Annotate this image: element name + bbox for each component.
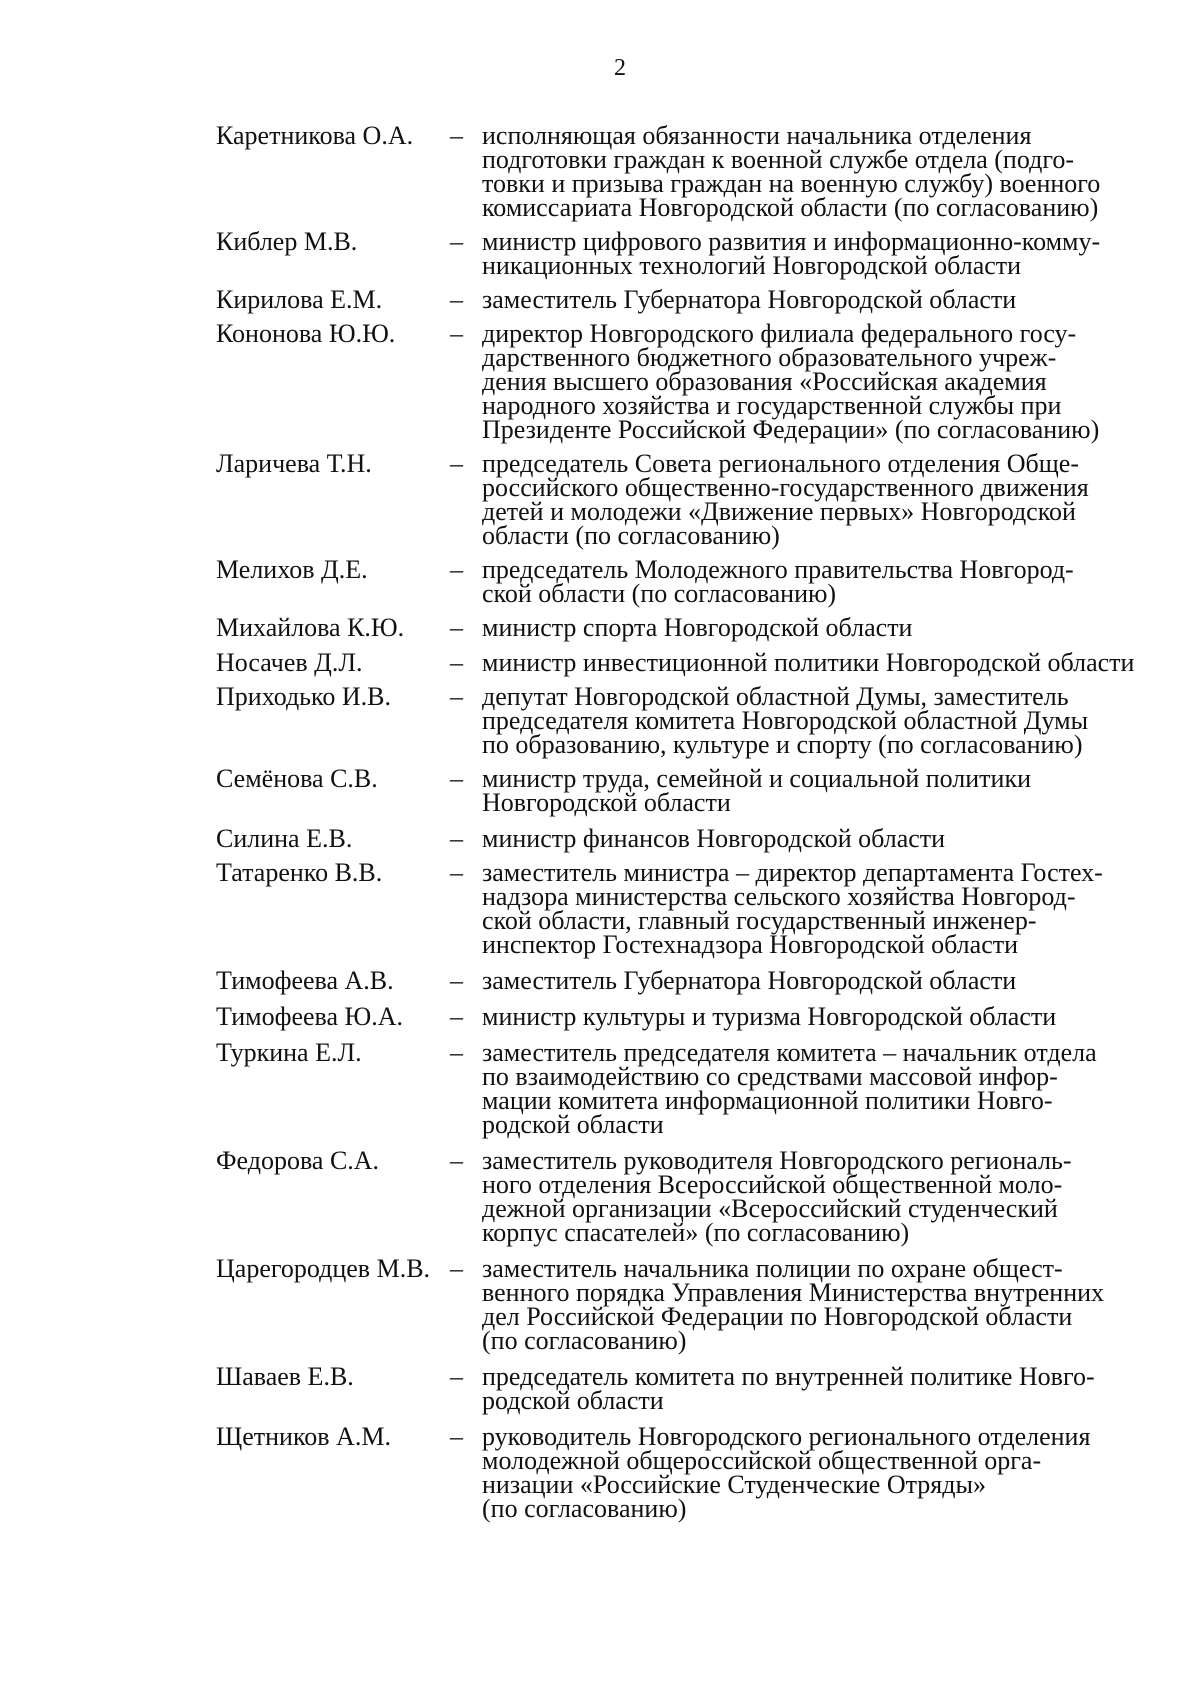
- member-name: Щетников А.М.: [216, 1422, 391, 1451]
- dash-separator: –: [450, 121, 463, 150]
- member-name: Мелихов Д.Е.: [216, 555, 368, 584]
- list-item: [216, 319, 1146, 444]
- dash-separator: –: [450, 1146, 463, 1175]
- member-list: [216, 121, 1146, 1523]
- list-item: [216, 449, 1146, 550]
- member-role: заместитель министра – директор департамента Гостех- надзора министерства сельского хозяйства Новгород- ской области, главный государственный инженер- инспектор Гостехнадзора Новгородской области: [482, 858, 1103, 959]
- member-role: заместитель Губернатора Новгородской области: [482, 285, 1017, 314]
- member-role: руководитель Новгородского регионального отделения молодежной общероссийской общественной орга- низации «Российские Студенческие Отряды» (по согласованию): [482, 1422, 1091, 1523]
- member-role: министр культуры и туризма Новгородской области: [482, 1002, 1057, 1031]
- dash-separator: –: [450, 648, 463, 677]
- member-name: Ларичева Т.Н.: [216, 449, 372, 478]
- member-name: Носачев Д.Л.: [216, 648, 363, 677]
- member-name: Туркина Е.Л.: [216, 1038, 362, 1067]
- dash-separator: –: [450, 1422, 463, 1451]
- member-name: Силина Е.В.: [216, 824, 353, 853]
- member-role: министр труда, семейной и социальной политики Новгородской области: [482, 764, 1032, 817]
- dash-separator: –: [450, 966, 463, 995]
- list-item: [216, 858, 1146, 959]
- list-item: [216, 227, 1146, 280]
- member-role: министр инвестиционной политики Новгородской области: [482, 648, 1135, 677]
- member-role: министр финансов Новгородской области: [482, 824, 946, 853]
- member-name: Семёнова С.В.: [216, 764, 378, 793]
- member-role: заместитель руководителя Новгородского региональ- ного отделения Всероссийской общественной моло- дежной организации «Всероссийский студенческий корпус спасателей» (по согласованию): [482, 1146, 1072, 1247]
- dash-separator: –: [450, 449, 463, 478]
- list-item: [216, 824, 1146, 853]
- member-role: заместитель начальника полиции по охране общест- венного порядка Управления Министерства внутренних дел Российской Федерации по Новгородской области (по согласованию): [482, 1254, 1105, 1355]
- dash-separator: –: [450, 682, 463, 711]
- list-item: [216, 1146, 1146, 1247]
- list-item: [216, 682, 1146, 759]
- list-item: [216, 1002, 1146, 1031]
- member-name: Киблер М.В.: [216, 227, 358, 256]
- member-name: Шаваев Е.В.: [216, 1362, 354, 1391]
- dash-separator: –: [450, 1254, 463, 1283]
- list-item: [216, 966, 1146, 995]
- member-role: председатель Совета регионального отделения Обще- российского общественно-государственного движения детей и молодежи «Движение первых» Новгородской области (по согласованию): [482, 449, 1089, 550]
- list-item: [216, 1254, 1146, 1355]
- dash-separator: –: [450, 858, 463, 887]
- list-item: [216, 555, 1146, 608]
- list-item: [216, 613, 1146, 642]
- dash-separator: –: [450, 824, 463, 853]
- member-name: Федорова С.А.: [216, 1146, 380, 1175]
- list-item: [216, 285, 1146, 314]
- list-item: [216, 1038, 1146, 1139]
- dash-separator: –: [450, 613, 463, 642]
- member-role: исполняющая обязанности начальника отделения подготовки граждан к военной службе отдела (подго- товки и призыва граждан на военную службу) военного комиссариата Новгородской области (по согласованию): [482, 121, 1101, 222]
- list-item: [216, 648, 1146, 677]
- member-role: министр цифрового развития и информационно-комму- никационных технологий Новгородской области: [482, 227, 1101, 280]
- member-role: заместитель председателя комитета – начальник отдела по взаимодействию со средствами массовой инфор- мации комитета информационной политики Новго- родской области: [482, 1038, 1097, 1139]
- member-name: Приходько И.В.: [216, 682, 391, 711]
- list-item: [216, 764, 1146, 817]
- dash-separator: –: [450, 1038, 463, 1067]
- page-number: 2: [614, 55, 626, 81]
- dash-separator: –: [450, 227, 463, 256]
- member-role: председатель комитета по внутренней политике Новго- родской области: [482, 1362, 1095, 1415]
- dash-separator: –: [450, 285, 463, 314]
- member-role: директор Новгородского филиала федерального госу- дарственного бюджетного образовательного учреж- дения высшего образования «Российская академия народного хозяйства и государственной службы при Президенте Российской Федерации» (по согласованию): [482, 319, 1100, 444]
- member-name: Каретникова О.А.: [216, 121, 414, 150]
- member-name: Михайлова К.Ю.: [216, 613, 405, 642]
- dash-separator: –: [450, 555, 463, 584]
- member-name: Татаренко В.В.: [216, 858, 383, 887]
- dash-separator: –: [450, 1362, 463, 1391]
- list-item: [216, 121, 1146, 222]
- member-name: Царегородцев М.В.: [216, 1254, 431, 1283]
- dash-separator: –: [450, 764, 463, 793]
- member-role: депутат Новгородской областной Думы, заместитель председателя комитета Новгородской областной Думы по образованию, культуре и спорту (по согласованию): [482, 682, 1089, 759]
- dash-separator: –: [450, 1002, 463, 1031]
- member-role: министр спорта Новгородской области: [482, 613, 913, 642]
- member-name: Кононова Ю.Ю.: [216, 319, 396, 348]
- dash-separator: –: [450, 319, 463, 348]
- member-name: Кирилова Е.М.: [216, 285, 383, 314]
- member-name: Тимофеева А.В.: [216, 966, 394, 995]
- member-name: Тимофеева Ю.А.: [216, 1002, 404, 1031]
- member-role: заместитель Губернатора Новгородской области: [482, 966, 1017, 995]
- list-item: [216, 1362, 1146, 1415]
- member-role: председатель Молодежного правительства Новгород- ской области (по согласованию): [482, 555, 1074, 608]
- list-item: [216, 1422, 1146, 1523]
